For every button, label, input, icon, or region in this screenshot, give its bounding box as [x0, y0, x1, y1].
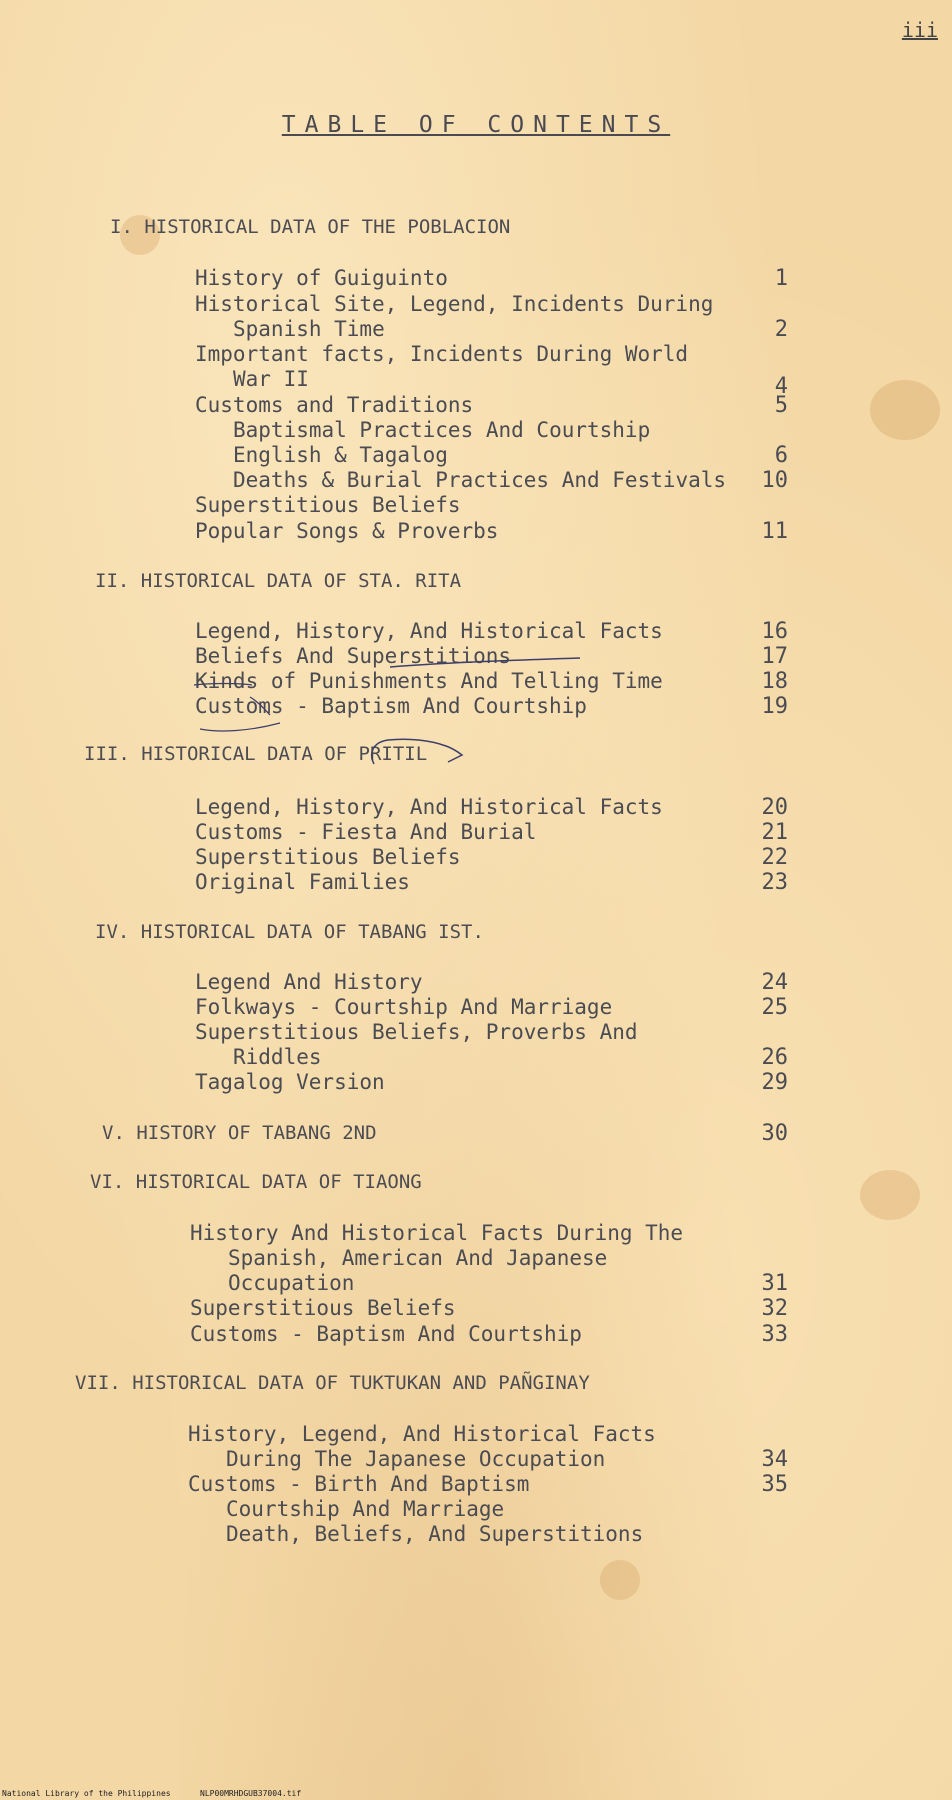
toc-page: 33	[761, 1322, 788, 1347]
stain	[860, 1170, 920, 1220]
toc-entry: Historical Site, Legend, Incidents During	[195, 292, 714, 316]
page-number: iii	[901, 18, 938, 42]
toc-entry: Death, Beliefs, And Superstitions	[226, 1522, 644, 1546]
toc-page: 1	[774, 266, 788, 291]
toc-page: 5	[774, 393, 788, 418]
footer-library: National Library of the Philippines	[2, 1789, 171, 1798]
toc-entry: Important facts, Incidents During World	[195, 342, 689, 366]
toc-entry: Customs - Baptism And Courtship	[195, 694, 587, 718]
toc-entry: Legend, History, And Historical Facts	[195, 795, 663, 819]
toc-entry: During The Japanese Occupation	[226, 1447, 606, 1471]
toc-page: 6	[774, 443, 788, 468]
stain	[600, 1560, 640, 1600]
toc-entry: History And Historical Facts During The	[190, 1221, 684, 1245]
toc-entry: Riddles	[233, 1045, 322, 1069]
toc-entry: Customs - Fiesta And Burial	[195, 820, 537, 844]
toc-entry: Superstitious Beliefs	[190, 1296, 456, 1320]
toc-page: 21	[761, 820, 788, 845]
toc-entry: Customs - Birth And Baptism	[188, 1472, 530, 1496]
section-heading-5: V. HISTORY OF TABANG 2ND	[102, 1122, 377, 1144]
page-title: TABLE OF CONTENTS	[281, 112, 671, 138]
toc-entry: Folkways - Courtship And Marriage	[195, 995, 613, 1019]
toc-entry: Customs and Traditions	[195, 393, 474, 417]
toc-entry: Superstitious Beliefs, Proverbs And	[195, 1020, 638, 1044]
toc-entry: History, Legend, And Historical Facts	[188, 1422, 656, 1446]
toc-entry: Legend, History, And Historical Facts	[195, 619, 663, 643]
toc-page: 4	[774, 374, 788, 399]
toc-page: 11	[761, 519, 788, 544]
toc-entry: Occupation	[228, 1271, 355, 1295]
toc-entry: War II	[233, 367, 309, 391]
section-heading-7: VII. HISTORICAL DATA OF TUKTUKAN AND PAÑGINAY	[75, 1372, 590, 1394]
toc-page: 31	[761, 1271, 788, 1296]
stain	[870, 380, 940, 440]
toc-page: 24	[761, 970, 788, 995]
section-heading-6: VI. HISTORICAL DATA OF TIAONG	[90, 1171, 422, 1193]
section-heading-1: I. HISTORICAL DATA OF THE POBLACION	[110, 216, 511, 238]
section-heading-4: IV. HISTORICAL DATA OF TABANG IST.	[95, 921, 484, 943]
toc-page: 16	[761, 619, 788, 644]
toc-page: 29	[761, 1070, 788, 1095]
toc-entry: Spanish Time	[233, 317, 385, 341]
toc-page: 30	[761, 1121, 788, 1146]
toc-page: 23	[761, 870, 788, 895]
toc-entry: Tagalog Version	[195, 1070, 385, 1094]
toc-entry: Superstitious Beliefs	[195, 493, 461, 517]
toc-entry: Customs - Baptism And Courtship	[190, 1322, 582, 1346]
toc-entry: Superstitious Beliefs	[195, 845, 461, 869]
toc-entry: Baptismal Practices And Courtship	[233, 418, 651, 442]
toc-entry: Spanish, American And Japanese	[228, 1246, 608, 1270]
toc-page: 10	[761, 468, 788, 493]
toc-page: 35	[761, 1472, 788, 1497]
toc-entry: Courtship And Marriage	[226, 1497, 505, 1521]
toc-entry: English & Tagalog	[233, 443, 448, 467]
toc-page: 18	[761, 669, 788, 694]
toc-entry: Deaths & Burial Practices And Festivals	[233, 468, 727, 492]
toc-entry: Beliefs And Superstitions	[195, 644, 512, 668]
toc-page: 19	[761, 694, 788, 719]
toc-page: 26	[761, 1045, 788, 1070]
footer-filename: NLP00MRHDGUB37004.tif	[200, 1789, 302, 1798]
toc-entry: Kinds of Punishments And Telling Time	[195, 669, 663, 693]
toc-page: 17	[761, 644, 788, 669]
toc-entry: Original Families	[195, 870, 410, 894]
toc-entry: History of Guiguinto	[195, 266, 448, 290]
toc-page: 34	[761, 1447, 788, 1472]
section-heading-2: II. HISTORICAL DATA OF STA. RITA	[95, 570, 462, 592]
toc-page: 25	[761, 995, 788, 1020]
pen-annotation	[368, 736, 468, 772]
section-heading-3: III. HISTORICAL DATA OF PRITIL	[84, 743, 428, 765]
toc-entry: Legend And History	[195, 970, 423, 994]
toc-page: 32	[761, 1296, 788, 1321]
toc-page: 20	[761, 795, 788, 820]
toc-page: 22	[761, 845, 788, 870]
toc-page: 2	[774, 317, 788, 342]
toc-entry: Popular Songs & Proverbs	[195, 519, 499, 543]
pen-annotation	[190, 655, 610, 735]
